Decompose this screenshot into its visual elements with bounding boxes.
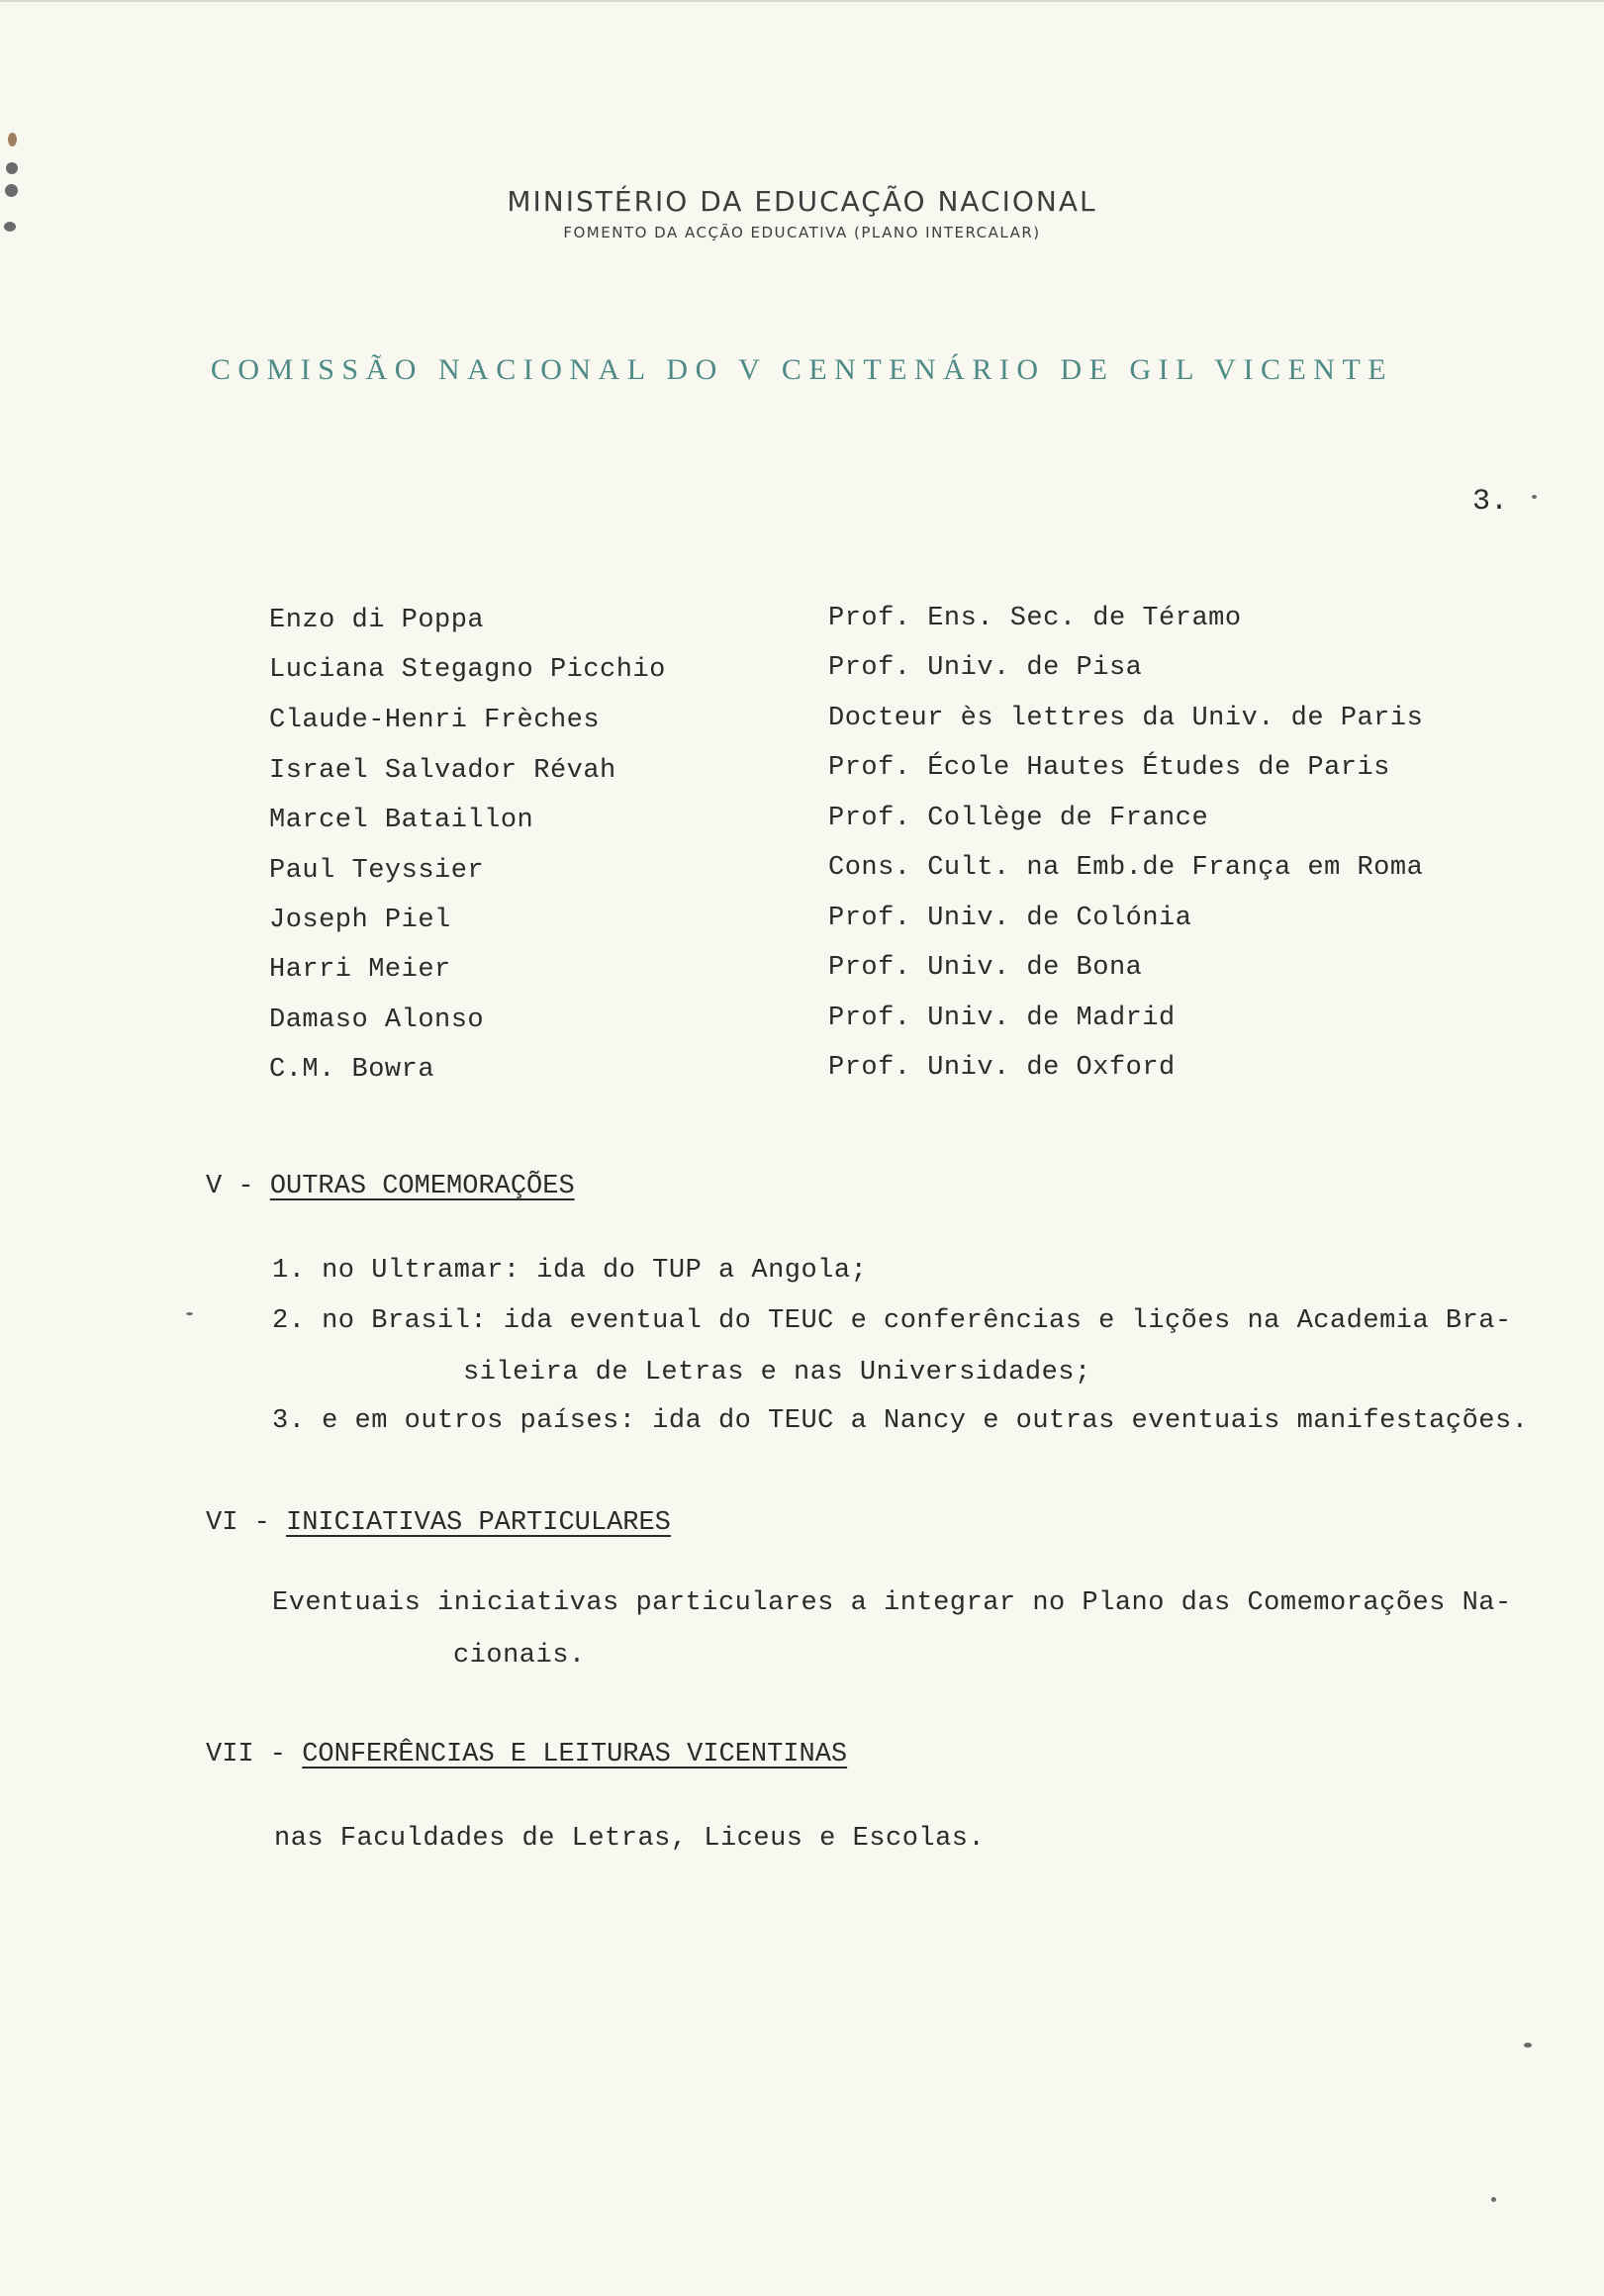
list-item: 1. no Ultramar: ida do TUP a Angola;	[272, 1256, 868, 1286]
ink-speck	[1532, 495, 1537, 499]
member-name: Enzo di Poppa	[269, 606, 485, 635]
page-number: 3.	[1472, 485, 1509, 519]
ink-speck	[186, 1312, 193, 1315]
section-heading-v	[206, 1172, 575, 1201]
page-top-edge	[0, 0, 1604, 2]
member-title: Prof. Univ. de Pisa	[828, 653, 1143, 683]
section-heading-vi	[206, 1508, 671, 1538]
member-title: Cons. Cult. na Emb.de França em Roma	[828, 853, 1424, 883]
member-name: Harri Meier	[269, 955, 451, 985]
member-title: Docteur ès lettres da Univ. de Paris	[828, 704, 1424, 733]
commission-title: COMISSÃO NACIONAL DO V CENTENÁRIO DE GIL VICENTE	[210, 353, 1394, 386]
member-name: Joseph Piel	[269, 906, 451, 935]
member-title: Prof. Univ. de Oxford	[828, 1053, 1176, 1083]
member-title: Prof. Collège de France	[828, 804, 1209, 833]
list-item: 2. no Brasil: ida eventual do TEUC e conferências e lições na Academia Bra-	[272, 1306, 1512, 1336]
section-number: VII -	[206, 1740, 287, 1770]
section-title: CONFERÊNCIAS E LEITURAS VICENTINAS	[302, 1740, 848, 1770]
ministry-subtitle: FOMENTO DA ACÇÃO EDUCATIVA (PLANO INTERCALAR)	[563, 224, 1041, 241]
member-title: Prof. Ens. Sec. de Téramo	[828, 604, 1242, 633]
paragraph-line: Eventuais iniciativas particulares a integrar no Plano das Comemorações Na-	[272, 1588, 1512, 1618]
member-name: C.M. Bowra	[269, 1055, 435, 1085]
section-number: VI -	[206, 1508, 270, 1538]
ministry-heading: MINISTÉRIO DA EDUCAÇÃO NACIONAL	[507, 185, 1097, 218]
binder-mark	[6, 162, 18, 174]
member-name: Luciana Stegagno Picchio	[269, 655, 666, 685]
member-title: Prof. Univ. de Colónia	[828, 904, 1192, 933]
list-item: 3. e em outros países: ida do TEUC a Nancy e outras eventuais manifestações.	[272, 1406, 1529, 1436]
list-item-continuation: sileira de Letras e nas Universidades;	[463, 1358, 1091, 1387]
member-title: Prof. Univ. de Bona	[828, 953, 1143, 983]
section-title: INICIATIVAS PARTICULARES	[286, 1508, 671, 1538]
paragraph-line: cionais.	[453, 1641, 586, 1671]
paragraph-line: nas Faculdades de Letras, Liceus e Escolas.	[274, 1824, 986, 1854]
member-name: Israel Salvador Révah	[269, 756, 616, 786]
section-title: OUTRAS COMEMORAÇÕES	[269, 1172, 575, 1201]
binder-mark	[8, 133, 17, 146]
member-name: Damaso Alonso	[269, 1005, 485, 1035]
member-name: Marcel Bataillon	[269, 806, 534, 835]
section-number: V -	[206, 1172, 254, 1201]
ink-speck	[1524, 2043, 1532, 2048]
member-name: Claude-Henri Frèches	[269, 706, 601, 735]
member-name: Paul Teyssier	[269, 856, 485, 886]
ink-speck	[1491, 2197, 1496, 2202]
member-title: Prof. École Hautes Études de Paris	[828, 753, 1390, 783]
section-heading-vii	[206, 1740, 847, 1770]
member-title: Prof. Univ. de Madrid	[828, 1004, 1176, 1033]
